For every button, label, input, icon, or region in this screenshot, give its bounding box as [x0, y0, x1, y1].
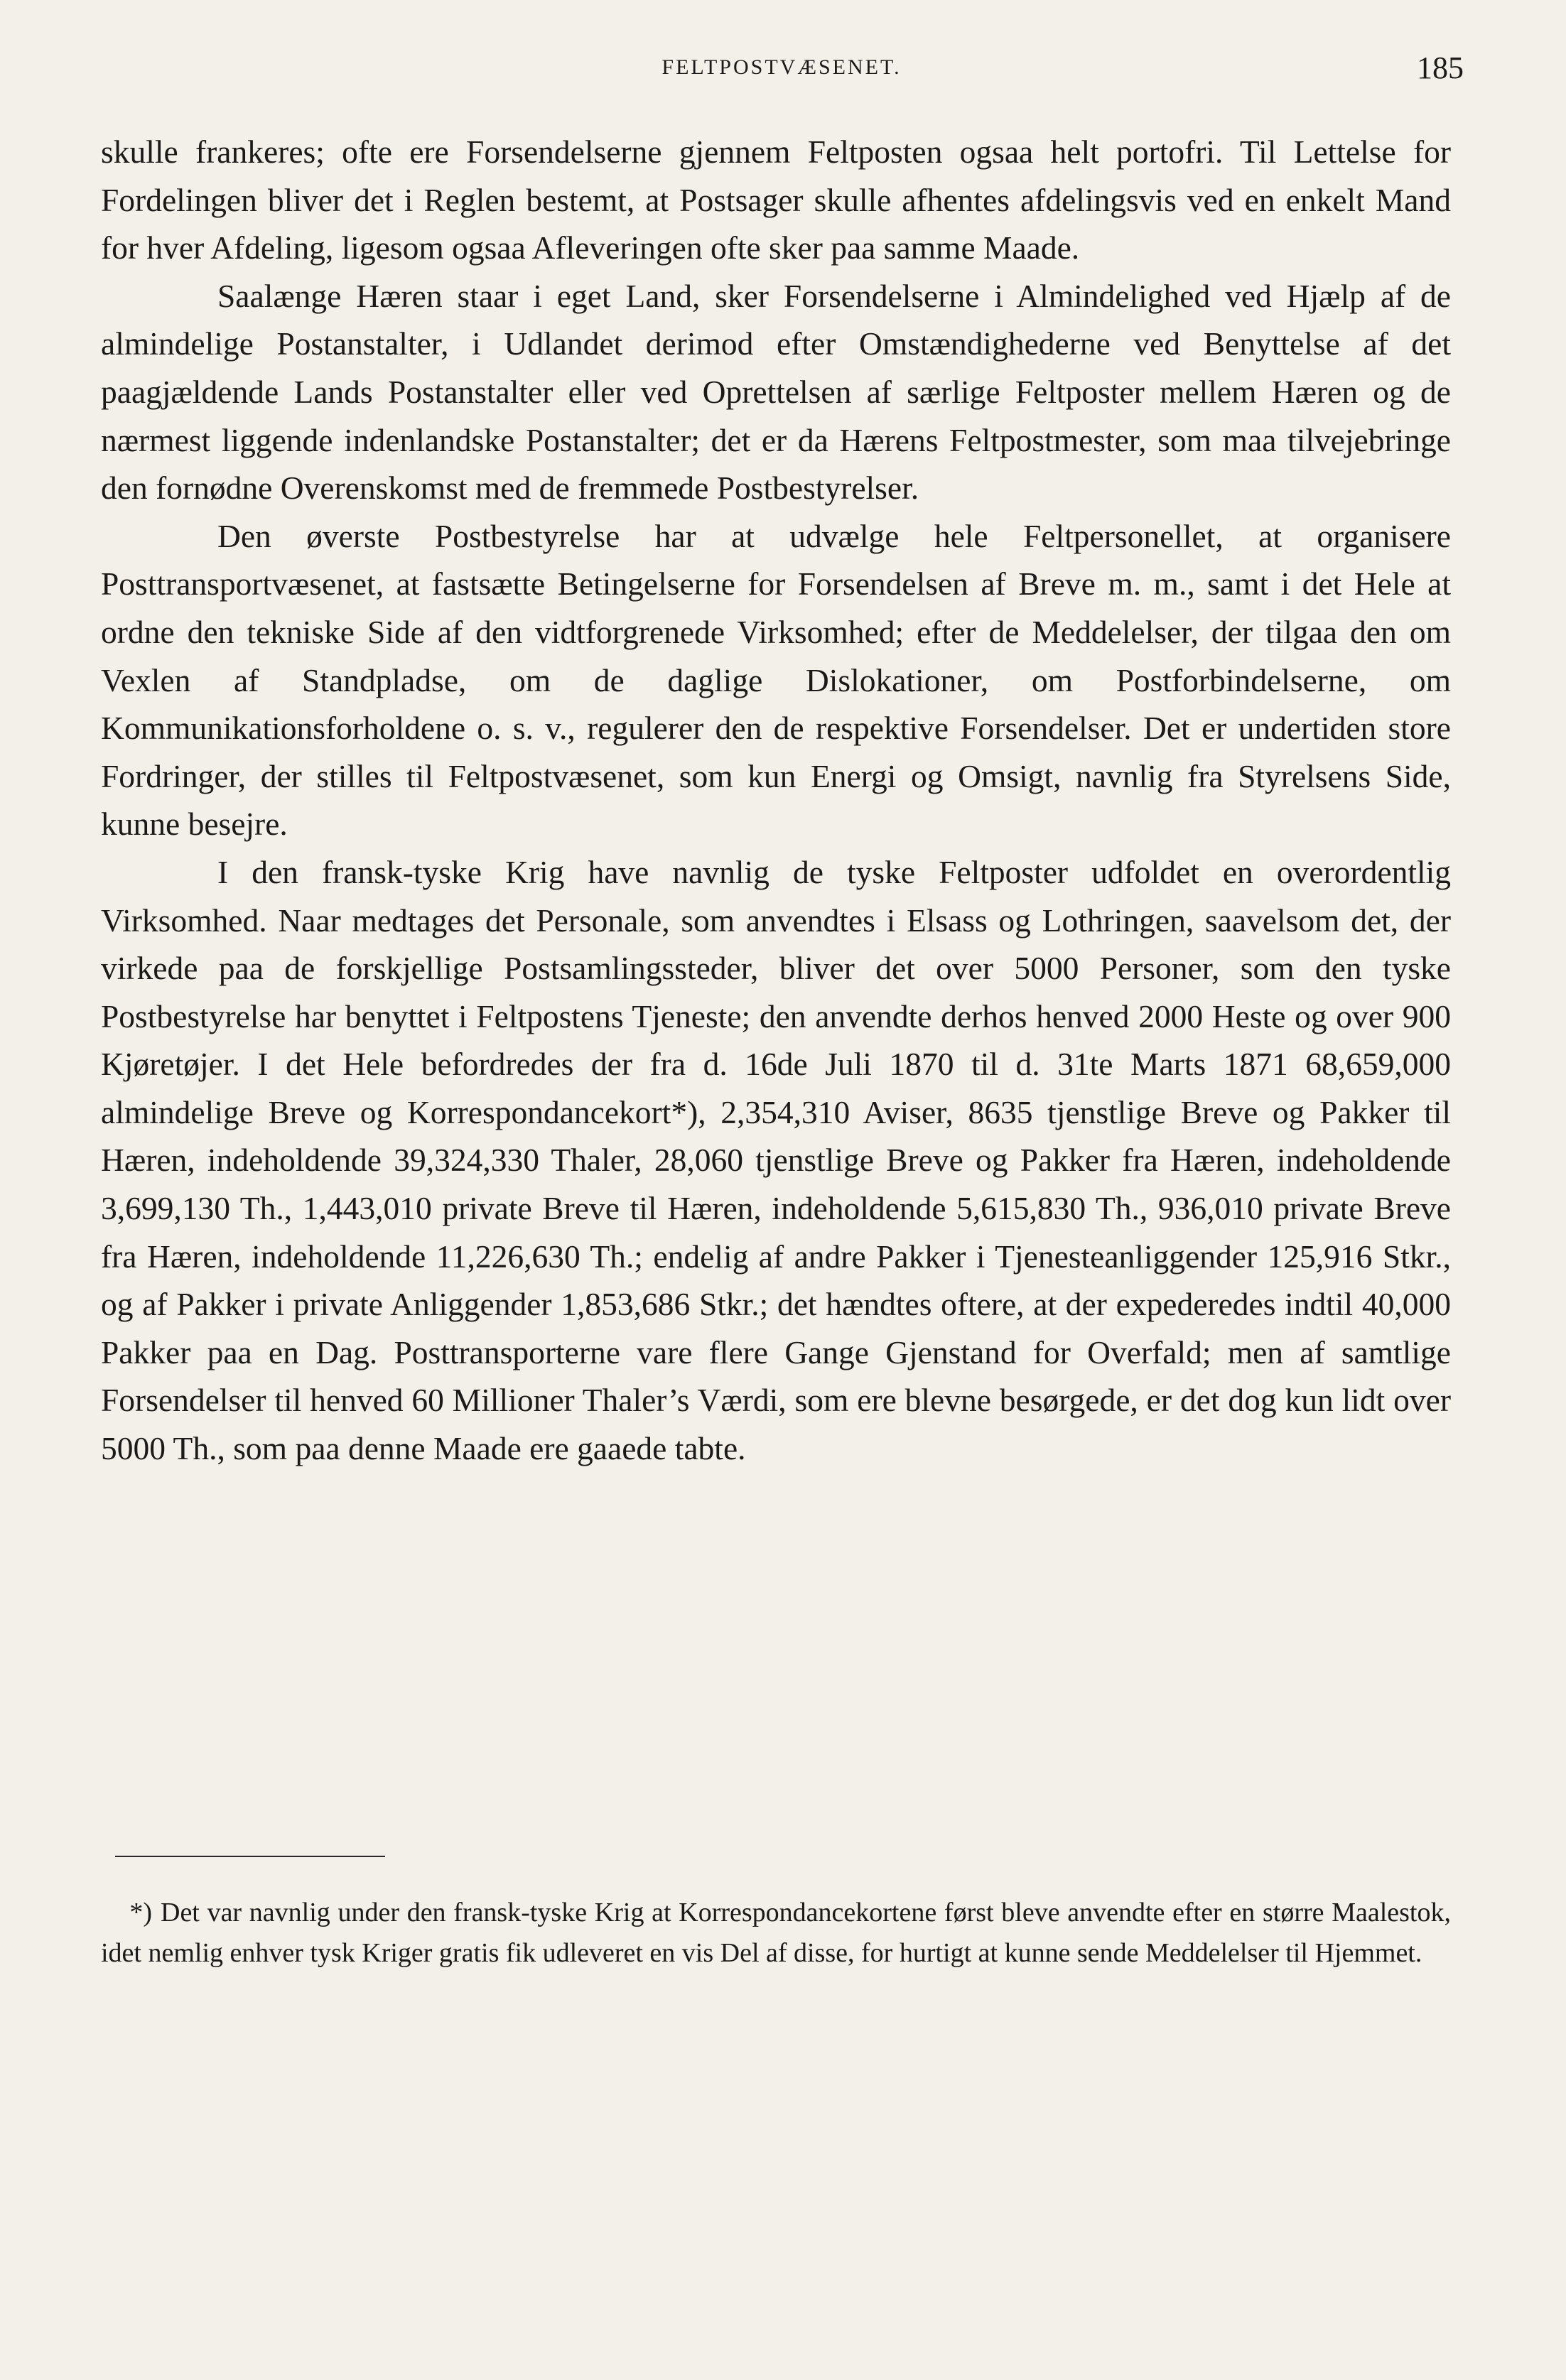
- running-title: FELTPOSTVÆSENET.: [662, 55, 902, 79]
- running-header: [99, 50, 1464, 92]
- paragraph: I den fransk-tyske Krig have navnlig de tyske Feltposter udfoldet en overordentlig Virksomhed. Naar medtages det Personale, som anvendtes i Elsass og Lothringen, saavelsom det, der virkede paa de forskjellige Postsamlingssteder, bliver det over 5000 Personer, som den tyske Postbestyrelse har benyttet i Feltpostens Tjeneste; den anvendte derhos henved 2000 Heste og over 900 Kjøretøjer. I det Hele befordredes der fra d. 16de Juli 1870 til d. 31te Marts 1871 68,659,000 almindelige Breve og Korrespondancekort*), 2,354,310 Aviser, 8635 tjenstlige Breve og Pakker til Hæren, indeholdende 39,324,330 Thaler, 28,060 tjenstlige Breve og Pakker fra Hæren, indeholdende 3,699,130 Th., 1,443,010 private Breve til Hæren, indeholdende 5,615,830 Th., 936,010 private Breve fra Hæren, indeholdende 11,226,630 Th.; endelig af andre Pakker i Tjenesteanliggender 125,916 Stkr., og af Pakker i private Anliggender 1,853,686 Stkr.; det hændtes oftere, at der expederedes indtil 40,000 Pakker paa en Dag. Posttransporterne vare flere Gange Gjenstand for Overfald; men af samtlige Forsendelser til henved 60 Millioner Thaler’s Værdi, som ere blevne besørgede, er det dog kun lidt over 5000 Th., som paa denne Maade ere gaaede tabte.: [101, 853, 1451, 1467]
- paragraph: Saalænge Hæren staar i eget Land, sker Forsendelserne i Almindelighed ved Hjælp af de almindelige Postanstalter, i Udlandet derimod efter Omstændighederne ved Benyttelse af det paagjældende Lands Postanstalter eller ved Oprettelsen af særlige Feltposter mellem Hæren og de nærmest liggende indenlandske Postanstalter; det er da Hærens Feltpostmester, som maa tilvejebringe den fornødne Overenskomst med de fremmede Postbestyrelser.: [101, 277, 1451, 507]
- body-text: [101, 128, 1451, 1473]
- footnote-marker: *): [129, 1898, 152, 1927]
- footnote-separator: [115, 1856, 385, 1857]
- page-number: 185: [1417, 50, 1464, 85]
- paragraph-continued: skulle frankeres; ofte ere Forsendelserne gjennem Feltposten ogsaa helt portofri. Til Lettelse for Fordelingen bliver det i Reglen bestemt, at Postsager skulle afhentes afdelingsvis ved en enkelt Mand for hver Afdeling, ligesom ogsaa Afleveringen ofte sker paa samme Maade.: [101, 134, 1451, 266]
- footnote: [101, 1893, 1451, 1974]
- footnote-text: Det var navnlig under den fransk-tyske Krig at Korrespondancekortene først bleve anvendte efter en større Maalestok, idet nemlig enhver tysk Kriger gratis fik udleveret en vis Del af disse, for hurtigt at kunne sende Meddelelser til Hjemmet.: [101, 1898, 1451, 1968]
- paragraph: Den øverste Postbestyrelse har at udvælge hele Feltpersonellet, at organisere Posttransportvæsenet, at fastsætte Betingelserne for Forsendelsen af Breve m. m., samt i det Hele at ordne den tekniske Side af den vidtforgrenede Virksomhed; efter de Meddelelser, der tilgaa den om Vexlen af Standpladse, om de daglige Dislokationer, om Postforbindelserne, om Kommunikationsforholdene o. s. v., regulerer den de respektive Forsendelser. Det er undertiden store Fordringer, der stilles til Feltpostvæsenet, som kun Energi og Omsigt, navnlig fra Styrelsens Side, kunne besejre.: [101, 517, 1451, 843]
